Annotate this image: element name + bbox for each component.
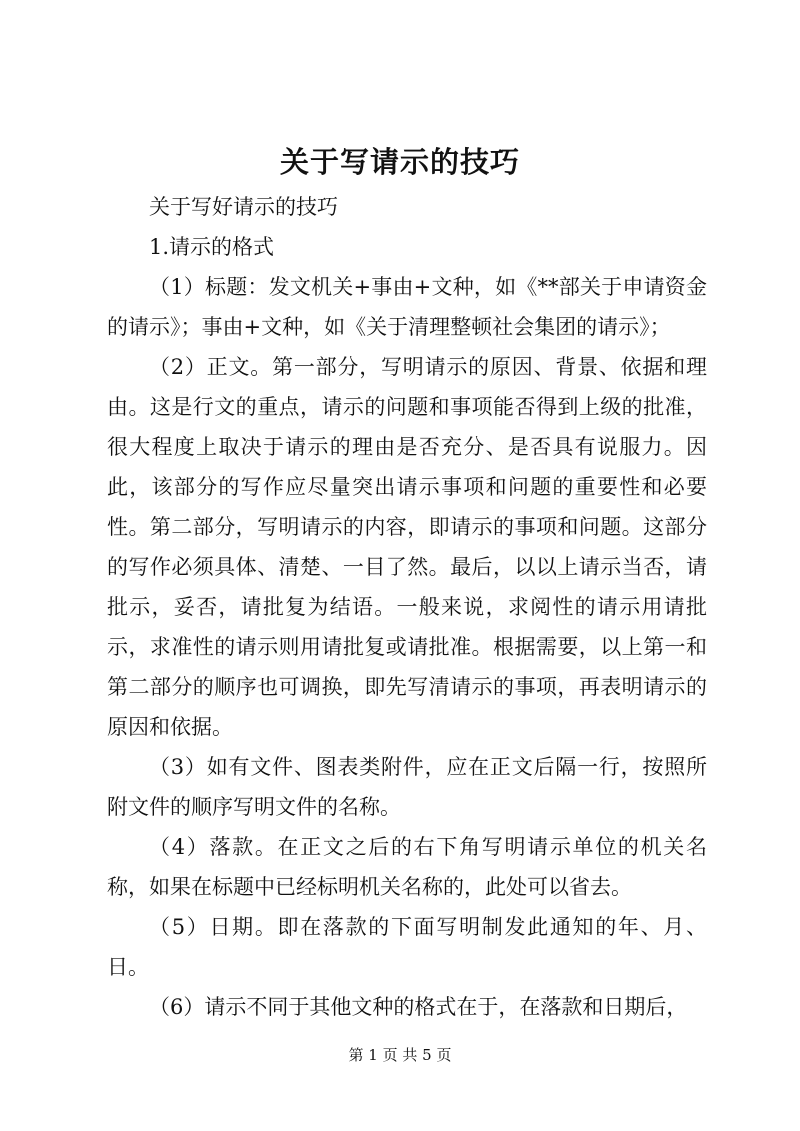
paragraph-attachments: （3）如有文件、图表类附件，应在正文后隔一行，按照所附文件的顺序写明文件的名称。	[107, 755, 707, 819]
page-number-footer: 第 1 页 共 5 页	[348, 1046, 452, 1064]
document-body	[107, 187, 707, 1027]
paragraph-title-format: （1）标题：发文机关+事由+文种，如《**部关于申请资金的请示》；事由+文种，如《关于清理整顿社会集团的请示》；	[107, 275, 707, 339]
paragraph-signature: （4）落款。在正文之后的右下角写明请示单位的机关名称，如果在标题中已经标明机关名称的，此处可以省去。	[107, 835, 707, 899]
paragraph-section-heading: 1.请示的格式	[149, 235, 275, 259]
paragraph-difference: （6）请示不同于其他文种的格式在于，在落款和日期后，	[149, 995, 688, 1019]
document-title: 关于写请示的技巧	[279, 145, 520, 179]
paragraph-body-text: （2）正文。第一部分，写明请示的原因、背景、依据和理由。这是行文的重点，请示的问题和事项能否得到上级的批准，很大程度上取决于请示的理由是否充分、是否具有说服力。因此，该部分的写作应尽量突出请示事项和问题的重要性和必要性。第二部分，写明请示的内容，即请示的事项和问题。这部分的写作必须具体、清楚、一目了然。最后，以以上请示当否，请批示，妥否，请批复为结语。一般来说，求阅性的请示用请批示，求准性的请示则用请批复或请批准。根据需要，以上第一和第二部分的顺序也可调换，即先写清请示的事项，再表明请示的原因和依据。	[107, 355, 707, 739]
paragraph-subtitle: 关于写好请示的技巧	[149, 195, 338, 219]
paragraph-date: （5）日期。即在落款的下面写明制发此通知的年、月、日。	[107, 915, 707, 979]
